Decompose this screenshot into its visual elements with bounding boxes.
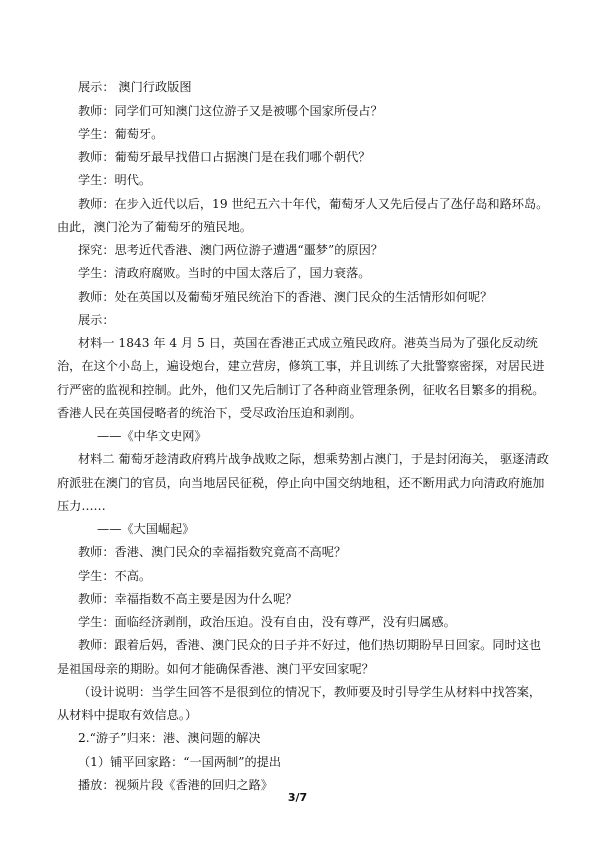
text-line: 学生：葡萄牙。: [78, 127, 164, 141]
text-line: 探究：思考近代香港、澳门两位游子遭遇“噩梦”的原因？: [78, 243, 383, 257]
page-number: 3/7: [287, 791, 308, 804]
text-line: 展示：: [78, 313, 115, 327]
text-line: 教师：处在英国以及葡萄牙殖民统治下的香港、澳门民众的生活情形如何呢？: [78, 290, 493, 304]
subsection-heading: （1）铺平回家路：“一国两制”的提出: [78, 755, 282, 769]
design-note: （设计说明：当学生回答不是很到位的情况下，教师要及时引导学生从材料中找答案，: [78, 685, 542, 699]
source-citation: ——《中华文史网》: [97, 429, 207, 443]
text-line: 香港人民在英国侵略者的统治下，受尽政治压迫和剥削。: [57, 406, 362, 420]
text-line: 学生：明代。: [78, 173, 152, 187]
text-line: 教师：在步入近代以后，19 世纪五六十年代，葡萄牙人又先后侵占了氹仔岛和路环岛。: [78, 197, 549, 211]
text-line: 府派驻在澳门的官员，向当地居民征税，停止向中国交纳地租，还不断用武力向清政府施加: [57, 476, 545, 490]
text-line: 学生：面临经济剥削，政治压迫。没有自由，没有尊严，没有归属感。: [78, 615, 456, 629]
text-line: 教师：跟着后妈，香港、澳门民众的日子并不好过，他们热切期盼早日回家。同时这也: [78, 638, 542, 652]
text-line: 播放：视频片段《香港的回归之路》: [78, 778, 273, 792]
text-line: 教师：葡萄牙最早找借口占据澳门是在我们哪个朝代？: [78, 150, 371, 164]
text-line: 学生：不高。: [78, 569, 152, 583]
material-two: 材料二 葡萄牙趁清政府鸦片战争战败之际，想乘势割占澳门，于是封闭海关， 驱逐清政: [78, 452, 549, 466]
text-line: 学生：清政府腐败。当时的中国太落后了，国力衰落。: [78, 266, 371, 280]
text-line: 压力……: [57, 499, 106, 513]
text-line: 展示： 澳门行政版图: [78, 80, 192, 94]
section-heading: 2.“游子”归来：港、澳问题的解决: [78, 731, 261, 745]
text-line: 行严密的监视和控制。此外，他们又先后制订了各种商业管理条例，征收名目繁多的捐税。: [57, 383, 545, 397]
text-line: 治，在这个小岛上，遍设炮台，建立营房，修筑工事，并且训练了大批警察密探，对居民进: [57, 359, 545, 373]
text-line: 是祖国母亲的期盼。如何才能确保香港、澳门平安回家呢？: [57, 662, 374, 676]
source-citation: ——《大国崛起》: [97, 522, 195, 536]
text-line: 教师：香港、澳门民众的幸福指数究竟高不高呢？: [78, 545, 347, 559]
text-line: 由此，澳门沦为了葡萄牙的殖民地。: [57, 220, 252, 234]
text-line: 教师：同学们可知澳门这位游子又是被哪个国家所侵占？: [78, 104, 383, 118]
material-one: 材料一 1843 年 4 月 5 日，英国在香港正式成立殖民政府。港英当局为了强化反动统: [78, 336, 538, 350]
text-line: 教师：幸福指数不高主要是因为什么呢？: [78, 592, 298, 606]
design-note: 从材料中提取有效信息。）: [57, 708, 198, 722]
